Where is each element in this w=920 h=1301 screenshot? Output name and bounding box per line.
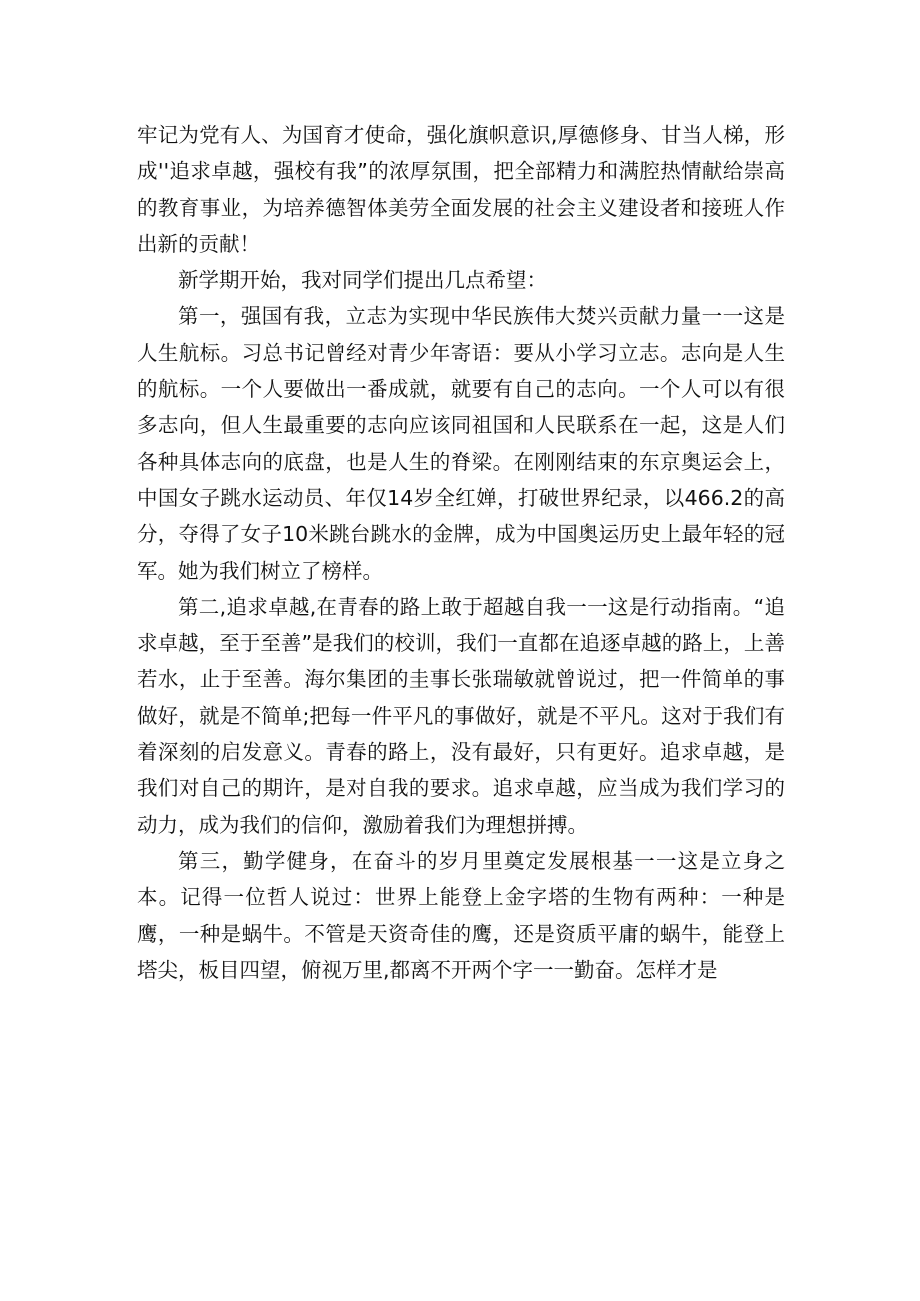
paragraph-third-hope: 第三，勤学健身，在奋斗的岁月里奠定发展根基一一这是立身之本。记得一位哲人说过：世界上能登上金字塔的生物有两种：一种是鹰，一种是蜗牛。不管是天资奇佳的鹰，还是资质平庸的蜗牛，能登上塔尖，板目四望，俯视万里,都离不开两个字一一勤奋。怎样才是 [137,848,785,982]
paragraph-second-hope: 第二,追求卓越,在青春的路上敢于超越自我一一这是行动指南。“追求卓越，至于至善”是我们的校训，我们一直都在追逐卓越的路上，上善若水，止于至善。海尔集团的圭事长张瑞敏就曾说过，把一件简单的事做好，就是不简单;把每一件平凡的事做好，就是不平凡。这对于我们有着深刻的启发意义。青春的路上，没有最好，只有更好。追求卓越，是我们对自己的期许，是对自我的要求。追求卓越，应当成为我们学习的动力，成为我们的信仰，激励着我们为理想拼搏。 [137,594,785,837]
paragraph-first-hope: 第一，强国有我，立志为实现中华民族伟大焚兴贡献力量一一这是人生航标。习总书记曾经对青少年寄语：要从小学习立志。志向是人生的航标。一个人要做出一番成就，就要有自己的志向。一个人可以有很多志向，但人生最重要的志向应该同祖国和人民联系在一起，这是人们各种具体志向的底盘，也是人生的脊梁。在刚刚结束的东京奥运会上，中国女子跳水运动员、年仅14岁全红婵，打破世界纪录，以466.2的高分，夺得了女子10米跳台跳水的金牌，成为中国奥运历史上最年轻的冠军。她为我们树立了榜样。 [137,304,785,583]
paragraph-continuation: 牢记为党有人、为国育才使命，强化旗帜意识,厚德修身、甘当人梯，形成''追求卓越，强校有我”的浓厚氛围，把全部精力和满腔热情献给崇高的教育事业，为培养德智体美劳全面发展的社会主义建设者和接班人作出新的贡献！ [137,123,785,256]
paragraph-intro-hopes: 新学期开始，我对同学们提出几点希望： [178,268,547,293]
document-body [137,117,785,988]
